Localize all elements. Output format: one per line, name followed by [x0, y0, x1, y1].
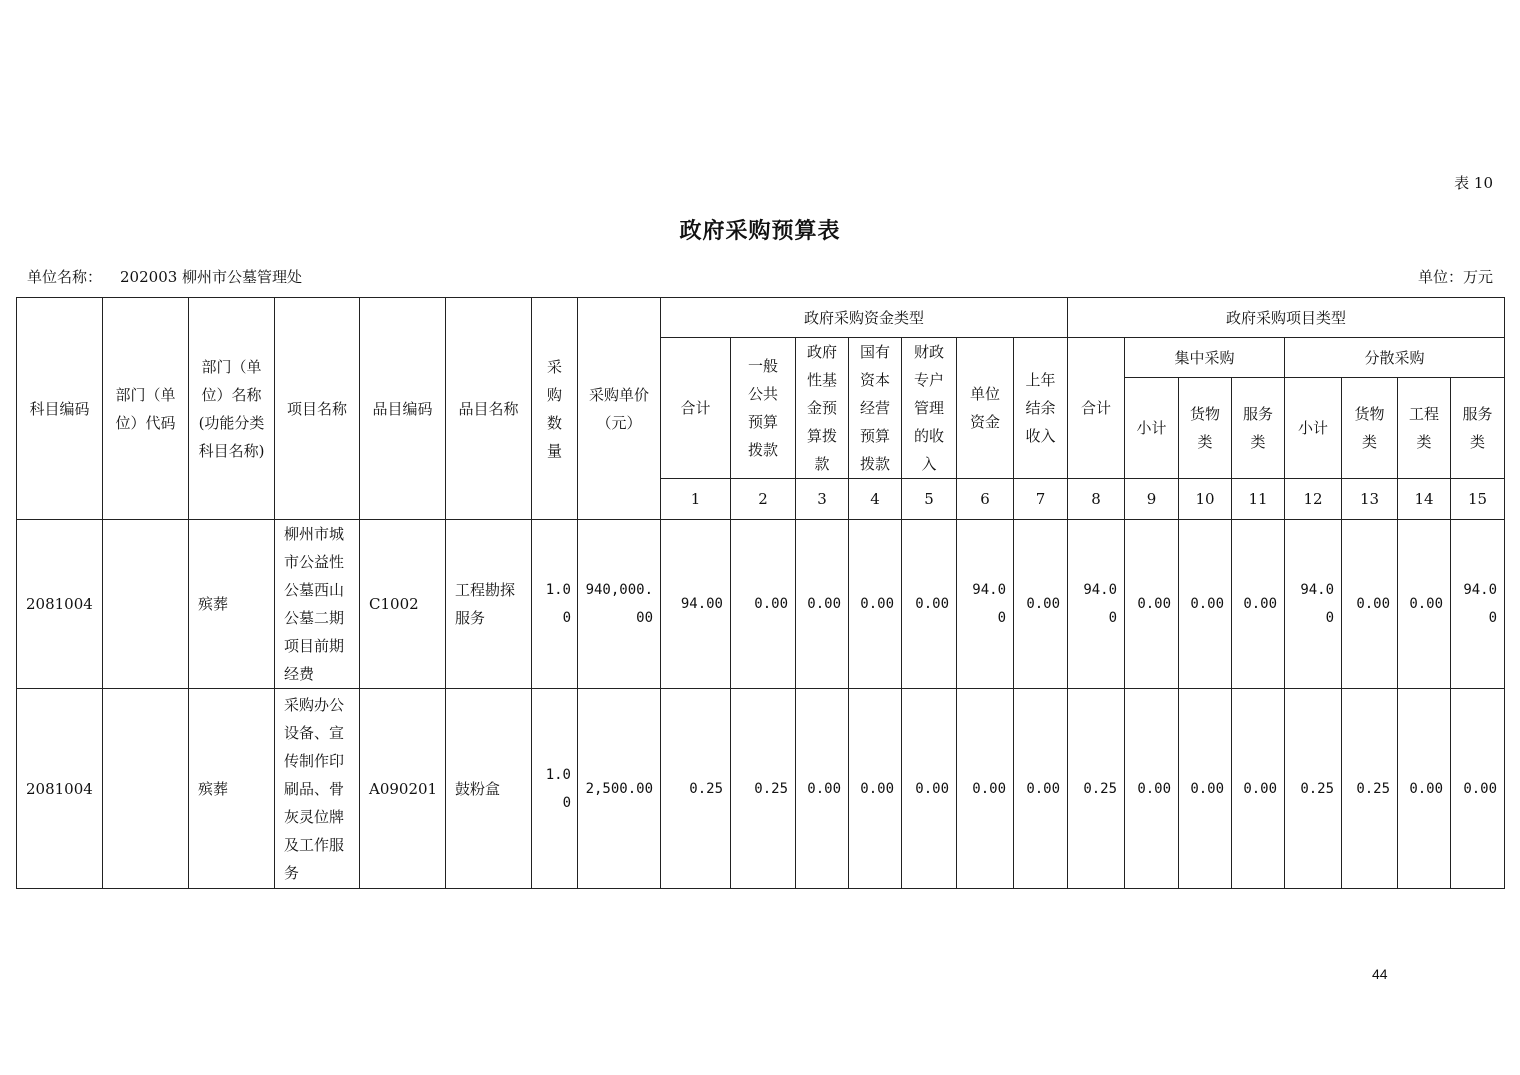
col-number: 9: [1125, 479, 1179, 520]
header-fund-total: 合计: [661, 338, 731, 479]
cell-value: 0.00: [1398, 520, 1451, 689]
cell-value: 0.00: [1398, 689, 1451, 889]
cell-project-name: 采购办公设备、宣传制作印刷品、骨灰灵位牌及工作服务: [275, 689, 360, 889]
header-dept-name: 部门（单位）名称(功能分类科目名称): [189, 298, 275, 520]
header-item-code: 品目编码: [360, 298, 446, 520]
cell-dept-name: 殡葬: [189, 520, 275, 689]
cell-value: 94.00: [1068, 520, 1125, 689]
cell-value: 0.00: [1232, 520, 1285, 689]
cell-item-code: A090201: [360, 689, 446, 889]
header-quantity: 采购数量: [532, 298, 578, 520]
table-row: [17, 520, 1505, 689]
cell-value: 0.00: [1014, 689, 1068, 889]
header-state-capital: 国有资本经营预算拨款: [849, 338, 902, 479]
cell-item-name: 工程勘探服务: [446, 520, 532, 689]
col-number: 4: [849, 479, 902, 520]
cell-value: 0.00: [902, 520, 957, 689]
cell-value: 0.00: [796, 689, 849, 889]
currency-unit: 单位：万元: [1417, 268, 1493, 286]
header-d-goods: 货物类: [1342, 378, 1398, 479]
header-d-subtotal: 小计: [1285, 378, 1342, 479]
header-carryover: 上年结余收入: [1014, 338, 1068, 479]
cell-value: 0.00: [1342, 520, 1398, 689]
header-c-goods: 货物类: [1179, 378, 1232, 479]
cell-project-name: 柳州市城市公益性公墓西山公墓二期项目前期经费: [275, 520, 360, 689]
cell-value: 0.00: [731, 520, 796, 689]
cell-value: 94.00: [1451, 520, 1505, 689]
col-number: 15: [1451, 479, 1505, 520]
col-number: 1: [661, 479, 731, 520]
cell-item-name: 鼓粉盒: [446, 689, 532, 889]
header-centralized: 集中采购: [1125, 338, 1285, 378]
col-number: 3: [796, 479, 849, 520]
cell-quantity: 1.00: [532, 520, 578, 689]
col-number: 2: [731, 479, 796, 520]
cell-value: 0.00: [1014, 520, 1068, 689]
cell-value: 0.25: [661, 689, 731, 889]
header-d-services: 服务类: [1451, 378, 1505, 479]
col-number: 7: [1014, 479, 1068, 520]
cell-quantity: 1.00: [532, 689, 578, 889]
procurement-budget-table: [16, 297, 1505, 889]
unit-name: [27, 266, 302, 287]
header-general-budget: 一般公共预算拨款: [731, 338, 796, 479]
cell-subject-code: 2081004: [17, 689, 103, 889]
cell-dept-name: 殡葬: [189, 689, 275, 889]
header-project-total: 合计: [1068, 338, 1125, 479]
cell-value: 94.00: [661, 520, 731, 689]
header-project-type: 政府采购项目类型: [1068, 298, 1505, 338]
cell-unit-price: 940,000.00: [578, 520, 661, 689]
header-unit-price: 采购单价（元）: [578, 298, 661, 520]
cell-value: 0.25: [731, 689, 796, 889]
col-number: 5: [902, 479, 957, 520]
col-number: 14: [1398, 479, 1451, 520]
header-c-subtotal: 小计: [1125, 378, 1179, 479]
page-number: 44: [1372, 966, 1388, 982]
col-number: 13: [1342, 479, 1398, 520]
unit-name-label: 单位名称：: [27, 268, 103, 286]
header-subject-code: 科目编码: [17, 298, 103, 520]
cell-value: 0.00: [1451, 689, 1505, 889]
cell-value: 0.25: [1285, 689, 1342, 889]
cell-value: 0.00: [1125, 520, 1179, 689]
cell-value: 0.00: [902, 689, 957, 889]
col-number: 11: [1232, 479, 1285, 520]
col-number: 6: [957, 479, 1014, 520]
cell-value: 94.00: [1285, 520, 1342, 689]
cell-value: 0.00: [1125, 689, 1179, 889]
header-gov-fund: 政府性基金预算拨款: [796, 338, 849, 479]
unit-name-value: 202003 柳州市公墓管理处: [120, 268, 303, 286]
cell-subject-code: 2081004: [17, 520, 103, 689]
header-fund-type: 政府采购资金类型: [661, 298, 1068, 338]
header-special-account: 财政专户管理的收入: [902, 338, 957, 479]
col-number: 12: [1285, 479, 1342, 520]
header-unit-funds: 单位资金: [957, 338, 1014, 479]
cell-dept-code: [103, 520, 189, 689]
page-title: 政府采购预算表: [679, 218, 841, 244]
cell-item-code: C1002: [360, 520, 446, 689]
cell-value: 0.00: [796, 520, 849, 689]
header-project-name: 项目名称: [275, 298, 360, 520]
header-d-works: 工程类: [1398, 378, 1451, 479]
cell-value: 0.25: [1068, 689, 1125, 889]
cell-value: 0.00: [1179, 689, 1232, 889]
col-number: 8: [1068, 479, 1125, 520]
cell-value: 0.00: [1179, 520, 1232, 689]
cell-unit-price: 2,500.00: [578, 689, 661, 889]
header-item-name: 品目名称: [446, 298, 532, 520]
header-dept-code: 部门（单位）代码: [103, 298, 189, 520]
cell-dept-code: [103, 689, 189, 889]
col-number: 10: [1179, 479, 1232, 520]
cell-value: 0.00: [849, 520, 902, 689]
table-row: [17, 689, 1505, 889]
cell-value: 0.25: [1342, 689, 1398, 889]
table-number: 表 10: [1454, 174, 1493, 192]
cell-value: 0.00: [957, 689, 1014, 889]
cell-value: 94.00: [957, 520, 1014, 689]
header-c-services: 服务类: [1232, 378, 1285, 479]
cell-value: 0.00: [849, 689, 902, 889]
cell-value: 0.00: [1232, 689, 1285, 889]
header-decentralized: 分散采购: [1285, 338, 1505, 378]
